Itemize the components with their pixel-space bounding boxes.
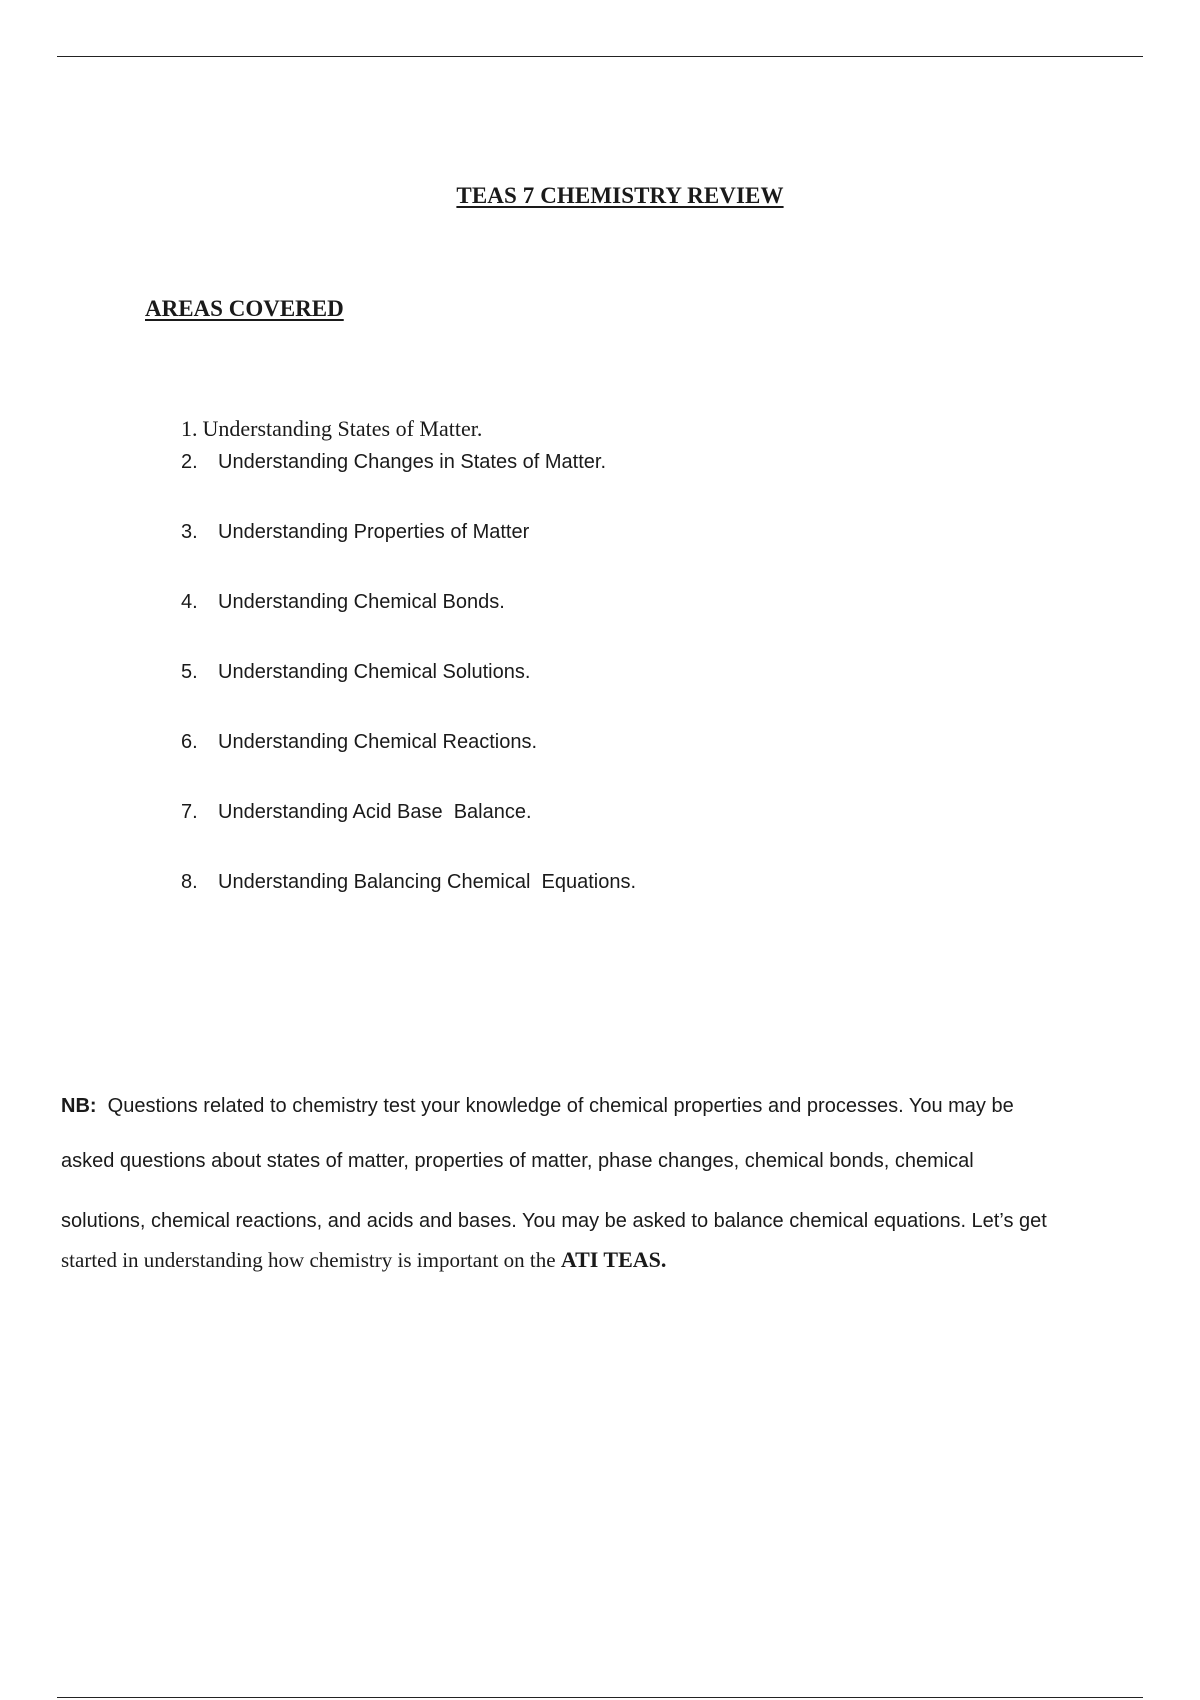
list-item [181,731,537,754]
list-item-number: 2. [181,451,198,473]
note-text: Questions related to chemistry test your knowledge of chemical properties and processes. You may be [107,1095,1014,1117]
list-item-number: 3. [181,521,198,543]
top-rule [57,56,1143,57]
bottom-rule [57,1697,1143,1698]
note-label: NB: [61,1095,97,1117]
note-line [61,1247,666,1273]
note-emphasis: ATI TEAS. [560,1247,667,1272]
list-item-number: 8. [181,871,198,893]
list-item-text: Understanding Chemical Bonds. [218,591,505,613]
list-item [181,416,482,442]
list-item-text: Understanding Chemical Reactions. [218,731,538,753]
list-item-number: 6. [181,731,198,753]
list-item-text: Understanding Balancing Chemical Equations. [218,871,637,893]
list-item-text: Understanding Changes in States of Matter. [218,451,607,473]
list-item [181,451,606,474]
list-item-number: 1. [181,416,198,441]
note-text: started in understanding how chemistry is important on the [61,1248,561,1272]
section-heading-areas-covered: AREAS COVERED [145,296,344,321]
list-item-text: Understanding Chemical Solutions. [218,661,531,683]
list-item [181,801,532,824]
list-item-number: 7. [181,801,198,823]
list-item-text: Understanding States of Matter. [202,416,483,441]
list-item-number: 5. [181,661,198,683]
list-item [181,871,636,894]
list-item [181,521,529,544]
list-item [181,591,505,614]
note-line [61,1095,1014,1118]
document-title: TEAS 7 CHEMISTRY REVIEW [456,183,784,208]
list-item [181,661,530,684]
note-line: asked questions about states of matter, properties of matter, phase changes, chemical bonds, chemical [61,1150,974,1172]
list-item-text: Understanding Acid Base Balance. [218,801,532,823]
list-item-number: 4. [181,591,198,613]
list-item-text: Understanding Properties of Matter [218,521,530,543]
note-line: solutions, chemical reactions, and acids and bases. You may be asked to balance chemical equations. Let’s get [61,1210,1047,1232]
